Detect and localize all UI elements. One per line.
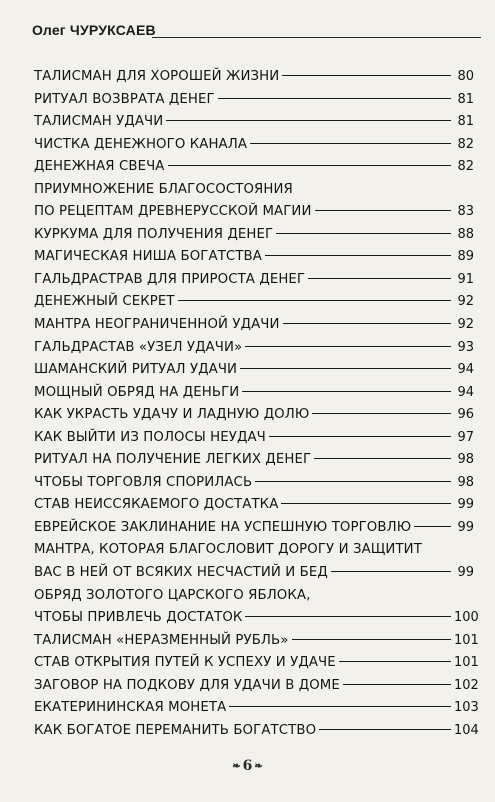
toc-entry <box>34 291 474 314</box>
toc-leader-line <box>242 391 451 392</box>
toc-entry-line <box>34 382 474 405</box>
toc-entry-line <box>34 697 479 720</box>
toc-entry-page: 102 <box>454 677 479 693</box>
toc-entry <box>34 585 479 630</box>
toc-entry-page: 104 <box>454 722 479 738</box>
toc-entry-line <box>34 675 479 698</box>
toc-leader-line <box>255 481 451 482</box>
toc-entry-page: 99 <box>457 519 474 535</box>
footer-ornament-right-icon: ❧ <box>254 760 263 772</box>
toc-entry-line <box>34 494 474 517</box>
toc-entry-title: ОБРЯД ЗОЛОТОГО ЦАРСКОГО ЯБЛОКА, <box>34 587 311 603</box>
toc-entry-title: МОЩНЫЙ ОБРЯД НА ДЕНЬГИ <box>34 384 240 400</box>
toc-entry-page: 103 <box>454 700 479 716</box>
toc-entry <box>34 337 474 360</box>
toc-leader-line <box>314 458 451 459</box>
toc-entry <box>34 111 474 134</box>
toc-entry-line <box>34 111 474 134</box>
toc-leader-line <box>166 120 451 121</box>
header-rule <box>152 37 481 38</box>
toc-entry-title: ЧТОБЫ ТОРГОВЛЯ СПОРИЛАСЬ <box>34 474 253 490</box>
toc-entry-title: ЧТОБЫ ПРИВЛЕЧЬ ДОСТАТОК <box>34 610 243 626</box>
toc-entry-title: КУРКУМА ДЛЯ ПОЛУЧЕНИЯ ДЕНЕГ <box>34 226 274 242</box>
toc-entry-title: ЕКАТЕРИНИНСКАЯ МОНЕТА <box>34 700 227 716</box>
toc-leader-line <box>315 210 451 211</box>
toc-entry <box>34 675 479 698</box>
toc-entry-title: КАК ВЫЙТИ ИЗ ПОЛОСЫ НЕУДАЧ <box>34 429 266 445</box>
toc-leader-line <box>245 346 451 347</box>
toc-entry-page: 101 <box>454 632 479 648</box>
toc-entry <box>34 404 474 427</box>
toc-entry <box>34 314 474 337</box>
toc-leader-line <box>245 616 451 617</box>
toc-entry-title: ТАЛИСМАН УДАЧИ <box>34 114 164 130</box>
toc-leader-line <box>331 571 451 572</box>
toc-entry-page: 98 <box>457 474 474 490</box>
toc-entry-page: 101 <box>454 655 479 671</box>
toc-entry-line <box>34 404 474 427</box>
toc-entry <box>34 156 474 179</box>
toc-entry <box>34 630 479 653</box>
toc-entry-page: 88 <box>457 226 474 242</box>
toc-entry-line <box>34 517 474 540</box>
toc-entry <box>34 494 474 517</box>
toc-entry-line <box>34 224 474 247</box>
toc-leader-line <box>178 300 451 301</box>
toc-leader-line <box>229 706 451 707</box>
footer-ornament-left-icon: ❧ <box>232 760 241 772</box>
toc-entry <box>34 66 474 89</box>
toc-entry-page: 92 <box>457 294 474 310</box>
toc-leader-line <box>276 233 451 234</box>
toc-entry <box>34 539 474 584</box>
toc-entry-title: РИТУАЛ НА ПОЛУЧЕНИЕ ЛЕГКИХ ДЕНЕГ <box>34 452 312 468</box>
toc-entry-line <box>34 156 474 179</box>
toc-entry-page: 97 <box>457 429 474 445</box>
toc-entry-title: СТАВ ОТКРЫТИЯ ПУТЕЙ К УСПЕХУ И УДАЧЕ <box>34 655 336 671</box>
toc-leader-line <box>343 684 451 685</box>
toc-entry <box>34 720 479 743</box>
toc-leader-line <box>218 98 451 99</box>
toc-entry-line <box>34 134 474 157</box>
toc-entry <box>34 246 474 269</box>
toc-entry-title: ВАС В НЕЙ ОТ ВСЯКИХ НЕСЧАСТИЙ И БЕД <box>34 565 328 581</box>
toc-entry-line <box>34 539 474 562</box>
toc-entry-title: КАК УКРАСТЬ УДАЧУ И ЛАДНУЮ ДОЛЮ <box>34 407 310 423</box>
toc-entry-line <box>34 179 474 202</box>
toc-entry <box>34 269 474 292</box>
toc-entry-title: ДЕНЕЖНАЯ СВЕЧА <box>34 159 165 175</box>
running-header <box>14 18 481 42</box>
toc-entry-line <box>34 652 479 675</box>
toc-entry-title: ДЕНЕЖНЫЙ СЕКРЕТ <box>34 294 175 310</box>
toc-entry-title: РИТУАЛ ВОЗВРАТА ДЕНЕГ <box>34 91 215 107</box>
toc-entry-page: 99 <box>457 497 474 513</box>
toc-leader-line <box>283 323 451 324</box>
toc-entry-line <box>34 472 474 495</box>
toc-entry <box>34 449 474 472</box>
toc-leader-line <box>281 503 451 504</box>
toc-entry-page: 100 <box>454 610 479 626</box>
toc-leader-line <box>339 661 451 662</box>
toc-entry-page: 81 <box>457 114 474 130</box>
toc-entry-title: ЧИСТКА ДЕНЕЖНОГО КАНАЛА <box>34 136 248 152</box>
toc-leader-line <box>250 143 451 144</box>
toc-entry-line <box>34 630 479 653</box>
toc-entry <box>34 652 479 675</box>
page-footer <box>0 758 495 774</box>
toc-entry-line <box>34 291 474 314</box>
page-number: 6 <box>242 758 253 774</box>
toc-entry-line <box>34 359 474 382</box>
toc-entry <box>34 224 474 247</box>
toc-entry-title: МАНТРА НЕОГРАНИЧЕННОЙ УДАЧИ <box>34 317 280 333</box>
toc-entry-page: 82 <box>457 136 474 152</box>
toc-entry-page: 81 <box>457 91 474 107</box>
toc-leader-line <box>269 436 451 437</box>
toc-entry-line <box>34 607 479 630</box>
toc-entry-page: 99 <box>457 565 474 581</box>
toc-entry <box>34 382 474 405</box>
toc-entry-page: 80 <box>457 69 474 84</box>
toc-entry-page: 92 <box>457 317 474 333</box>
toc-entry-page: 83 <box>457 204 474 220</box>
toc-entry-line <box>34 269 474 292</box>
toc-entry <box>34 472 474 495</box>
toc-leader-line <box>168 165 452 166</box>
toc-entry-title: ШАМАНСКИЙ РИТУАЛ УДАЧИ <box>34 362 238 378</box>
toc-leader-line <box>319 729 451 730</box>
toc-entry <box>34 134 474 157</box>
toc-entry-line <box>34 201 474 224</box>
toc-entry-line <box>34 66 474 89</box>
toc-entry-title: КАК БОГАТОЕ ПЕРЕМАНИТЬ БОГАТСТВО <box>34 722 317 738</box>
toc-entry-line <box>34 720 479 743</box>
toc-entry <box>34 697 479 720</box>
toc-entry-title: ПРИУМНОЖЕНИЕ БЛАГОСОСТОЯНИЯ <box>34 181 293 197</box>
toc-leader-line <box>265 255 451 256</box>
toc-entry <box>34 517 474 540</box>
toc-leader-line <box>292 639 452 640</box>
toc-entry-title: ГАЛЬДРАСТРАВ ДЛЯ ПРИРОСТА ДЕНЕГ <box>34 271 306 287</box>
toc-entry-page: 93 <box>457 339 474 355</box>
toc-entry <box>34 89 474 112</box>
toc-entry-title: ПО РЕЦЕПТАМ ДРЕВНЕРУССКОЙ МАГИИ <box>34 204 312 220</box>
toc-entry-line <box>34 89 474 112</box>
toc-leader-line <box>240 368 451 369</box>
toc-entry-page: 96 <box>457 407 474 423</box>
toc-entry-title: ТАЛИСМАН «НЕРАЗМЕННЫЙ РУБЛЬ» <box>34 632 289 648</box>
toc-entry-title: ЗАГОВОР НА ПОДКОВУ ДЛЯ УДАЧИ В ДОМЕ <box>34 677 340 693</box>
toc-entry-title: МАГИЧЕСКАЯ НИША БОГАТСТВА <box>34 249 262 265</box>
toc-entry-title: ТАЛИСМАН ДЛЯ ХОРОШЕЙ ЖИЗНИ <box>34 69 280 84</box>
toc-entry <box>34 427 474 450</box>
toc-entry-page: 98 <box>457 452 474 468</box>
toc-entry-page: 94 <box>457 384 474 400</box>
toc-leader-line <box>414 526 451 527</box>
toc-entry-line <box>34 449 474 472</box>
toc-entry-title: СТАВ НЕИССЯКАЕМОГО ДОСТАТКА <box>34 497 279 513</box>
toc-entry-title: МАНТРА, КОТОРАЯ БЛАГОСЛОВИТ ДОРОГУ И ЗАЩИТИТ <box>34 542 422 558</box>
toc-entry-page: 89 <box>457 249 474 265</box>
toc-leader-line <box>282 75 451 76</box>
toc-entry-title: ЕВРЕЙСКОЕ ЗАКЛИНАНИЕ НА УСПЕШНУЮ ТОРГОВЛЮ <box>34 519 412 535</box>
toc-entry-line <box>34 427 474 450</box>
table-of-contents <box>34 66 479 742</box>
toc-entry <box>34 359 474 382</box>
toc-leader-line <box>308 278 451 279</box>
toc-entry-line <box>34 562 474 585</box>
toc-entry-line <box>34 585 474 608</box>
toc-entry <box>34 179 474 224</box>
toc-entry-line <box>34 246 474 269</box>
toc-entry-line <box>34 337 474 360</box>
toc-entry-page: 82 <box>457 159 474 175</box>
toc-entry-page: 94 <box>457 362 474 378</box>
toc-entry-line <box>34 314 474 337</box>
toc-entry-page: 91 <box>457 271 474 287</box>
toc-leader-line <box>312 413 451 414</box>
toc-entry-title: ГАЛЬДРАСТАВ «УЗЕЛ УДАЧИ» <box>34 339 243 355</box>
header-author: Олег ЧУРУКСАЕВ <box>32 22 156 38</box>
